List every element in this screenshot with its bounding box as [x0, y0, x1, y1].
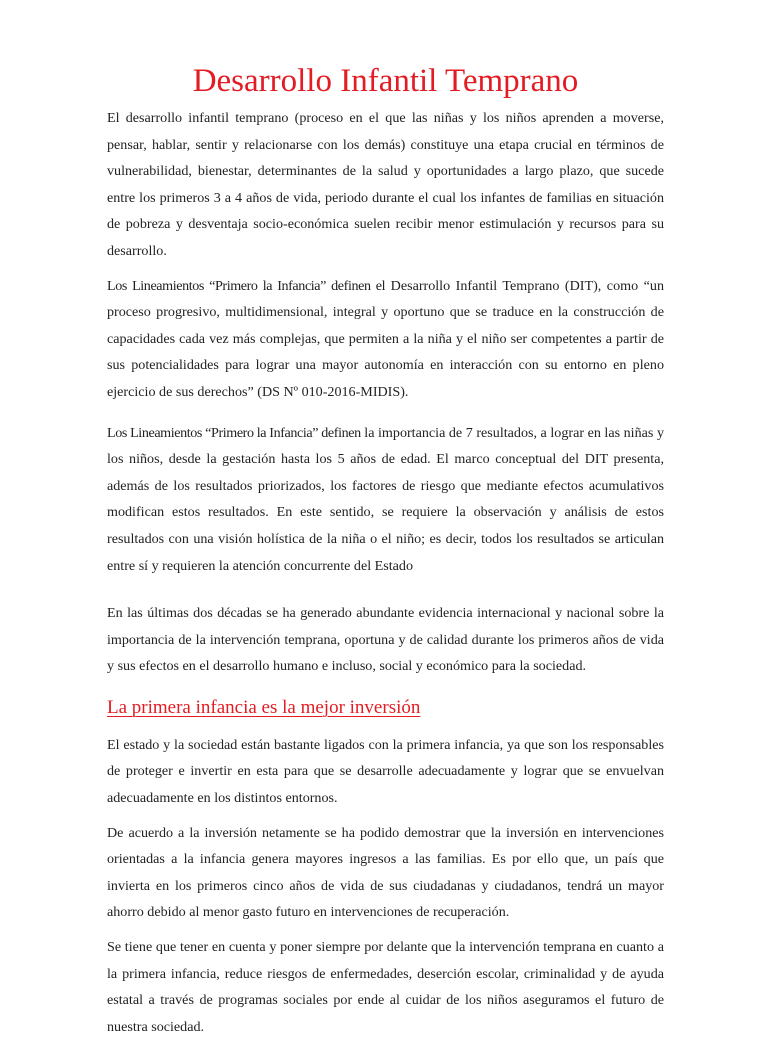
- document-title: Desarrollo Infantil Temprano: [192, 63, 579, 99]
- paragraph-results-lead: Los Lineamientos “Primero la Infancia” definen: [107, 424, 361, 441]
- paragraph-state-society: El estado y la sociedad están bastante ligados con la primera infancia, ya que son los responsables de proteger e invertir en esta para que se desarrolle adecuadamente y lograr que se envuelvan adecuadamente en los distintos entornos.: [107, 736, 664, 807]
- paragraph-definition-rest: Desarrollo Infantil Temprano (DIT), como “un proceso progresivo, multidimensional, integral y oportuno que se traduce en la construcción de capacidades cada vez más complejas, que permiten a la niña y el niño ser competentes a partir de sus potencialidades para lograr una mayor autonomía en interacción con su entorno en pleno ejercicio de sus derechos” (DS Nº 010-2016-MIDIS).: [107, 277, 665, 400]
- paragraph-early-intervention: Se tiene que tener en cuenta y poner siempre por delante que la intervención temprana en cuanto a la primera infancia, reduce riesgos de enfermedades, deserción escolar, criminalidad y de ayuda estatal a través de programas sociales por ende al cuidar de los niños aseguramos el futuro de nuestra sociedad.: [107, 939, 664, 1035]
- paragraph-definition: [107, 273, 664, 406]
- paragraph-results: [107, 420, 664, 580]
- paragraph-definition-lead: Los Lineamientos “Primero la Infancia” definen el: [107, 277, 386, 294]
- section-subtitle: La primera infancia es la mejor inversión: [107, 696, 421, 718]
- paragraph-investment: De acuerdo a la inversión netamente se ha podido demostrar que la inversión en intervenciones orientadas a la infancia genera mayores ingresos a las familias. Es por ello que, un país que invierta en los primeros cinco años de vida de sus ciudadanas y ciudadanos, tendrá un mayor ahorro debido al menor gasto futuro en intervenciones de recuperación.: [107, 824, 664, 921]
- paragraph-intro: El desarrollo infantil temprano (proceso en el que las niñas y los niños aprenden a moverse, pensar, hablar, sentir y relacionarse con los demás) constituye una etapa crucial en términos de vulnerabilidad, bienestar, determinantes de la salud y oportunidades a largo plazo, que sucede entre los primeros 3 a 4 años de vida, periodo durante el cual los infantes de familias en situación de pobreza y desventaja socio-económica suelen recibir menor estimulación y recursos para su desarrollo.: [107, 110, 664, 259]
- paragraph-evidence: En las últimas dos décadas se ha generado abundante evidencia internacional y nacional sobre la importancia de la intervención temprana, oportuna y de calidad durante los primeros años de vida y sus efectos en el desarrollo humano e incluso, social y económico para la sociedad.: [107, 605, 664, 675]
- paragraph-results-rest: la importancia de 7 resultados, a lograr en las niñas y los niños, desde la gestación hasta los 5 años de edad. El marco conceptual del DIT presenta, además de los resultados priorizados, los factores de riesgo que mediante efectos acumulativos modifican estos resultados. En este sentido, se requiere la observación y análisis de estos resultados con una visión holística de la niña o el niño; es decir, todos los resultados se articulan entre sí y requieren la atención concurrente del Estado: [107, 424, 664, 574]
